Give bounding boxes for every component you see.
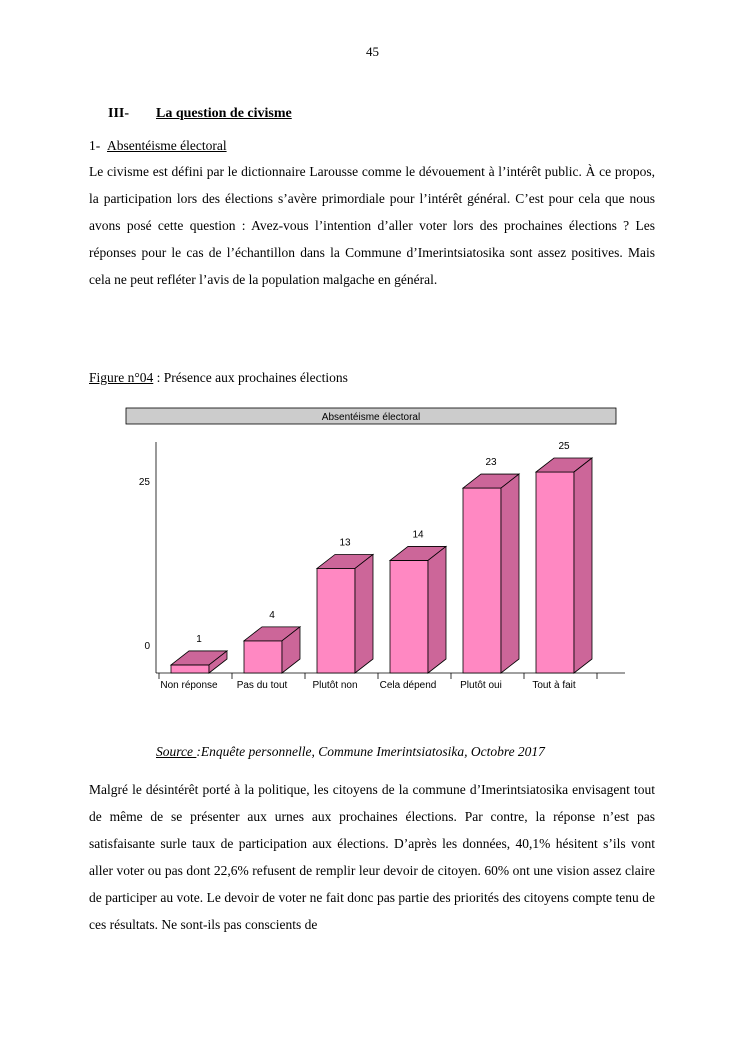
data-label: 23 xyxy=(485,457,497,469)
bar-chart xyxy=(120,404,625,694)
paragraph-intro: Le civisme est défini par le dictionnaire Larousse comme le dévouement à l’intérêt public. À ce propos, la participation lors des élections s’avère primordiale pour l’intérêt général. C’est pour cela que nous avons posé cette question : Avez-vous l’intention d’aller voter lors des prochaines élections ? Les réponses pour le cas de l’échantillon dans la Commune d’Imerintsiatosika sont assez positives. Mais cela ne peut refléter l’avis de la population malgache en général. xyxy=(89,164,655,287)
bar xyxy=(463,488,501,673)
figure-caption-text: : Présence aux prochaines élections xyxy=(153,370,348,385)
subsection-number: 1- xyxy=(89,138,101,153)
paragraph-analysis: Malgré le désintérêt porté à la politique, les citoyens de la commune d’Imerintsiatosika envisagent tout de même de se présenter aux urnes aux prochaines élections. Par contre, la réponse n’est pas satisfaisante surle taux de participation aux élections. D’après les données, 40,1% hésitent s’ils vont aller voter ou pas dont 22,6% refusent de remplir leur devoir de citoyen. 60% ont une vision assez claire de participer au vote. Le devoir de voter ne fait donc pas partie des priorités des citoyens compte tenu de ces résultats. Ne sont-ils pas conscients de xyxy=(89,782,655,932)
bar xyxy=(244,641,282,673)
bar xyxy=(536,472,574,673)
subsection-title: Absentéisme électoral xyxy=(107,138,227,153)
x-tick-label: Non réponse xyxy=(160,680,218,691)
data-label: 14 xyxy=(412,529,424,541)
figure-label: Figure n°04 xyxy=(89,370,154,385)
x-tick-label: Tout à fait xyxy=(532,680,576,691)
chart-title: Absentéisme électoral xyxy=(321,412,421,423)
bar-side xyxy=(428,546,446,673)
data-label: 1 xyxy=(196,633,202,645)
figure-source xyxy=(156,744,545,760)
y-tick-label: 25 xyxy=(138,477,150,488)
data-label: 4 xyxy=(269,609,275,621)
section-number: III- xyxy=(108,106,130,121)
subsection-heading xyxy=(89,138,227,154)
section-title: La question de civisme xyxy=(156,106,292,121)
bar xyxy=(390,560,428,673)
x-tick-label: Plutôt non xyxy=(312,680,358,691)
chart-plot-area xyxy=(139,441,625,691)
x-tick-label: Pas du tout xyxy=(236,680,288,691)
y-tick-label: 0 xyxy=(144,641,150,652)
bar-side xyxy=(501,474,519,673)
page-number: 45 xyxy=(366,44,379,59)
data-label: 25 xyxy=(558,441,570,452)
x-tick-label: Plutôt oui xyxy=(460,680,502,691)
section-heading xyxy=(108,106,292,122)
x-tick-label: Cela dépend xyxy=(379,680,437,691)
bar-side xyxy=(574,458,592,673)
figure-caption xyxy=(89,370,348,386)
bar xyxy=(171,665,209,673)
data-label: 13 xyxy=(339,537,351,549)
source-label: Source xyxy=(156,744,197,759)
bar-side xyxy=(355,554,373,673)
source-text: :Enquête personnelle, Commune Imerintsiatosika, Octobre 2017 xyxy=(196,744,545,759)
bar xyxy=(317,568,355,673)
